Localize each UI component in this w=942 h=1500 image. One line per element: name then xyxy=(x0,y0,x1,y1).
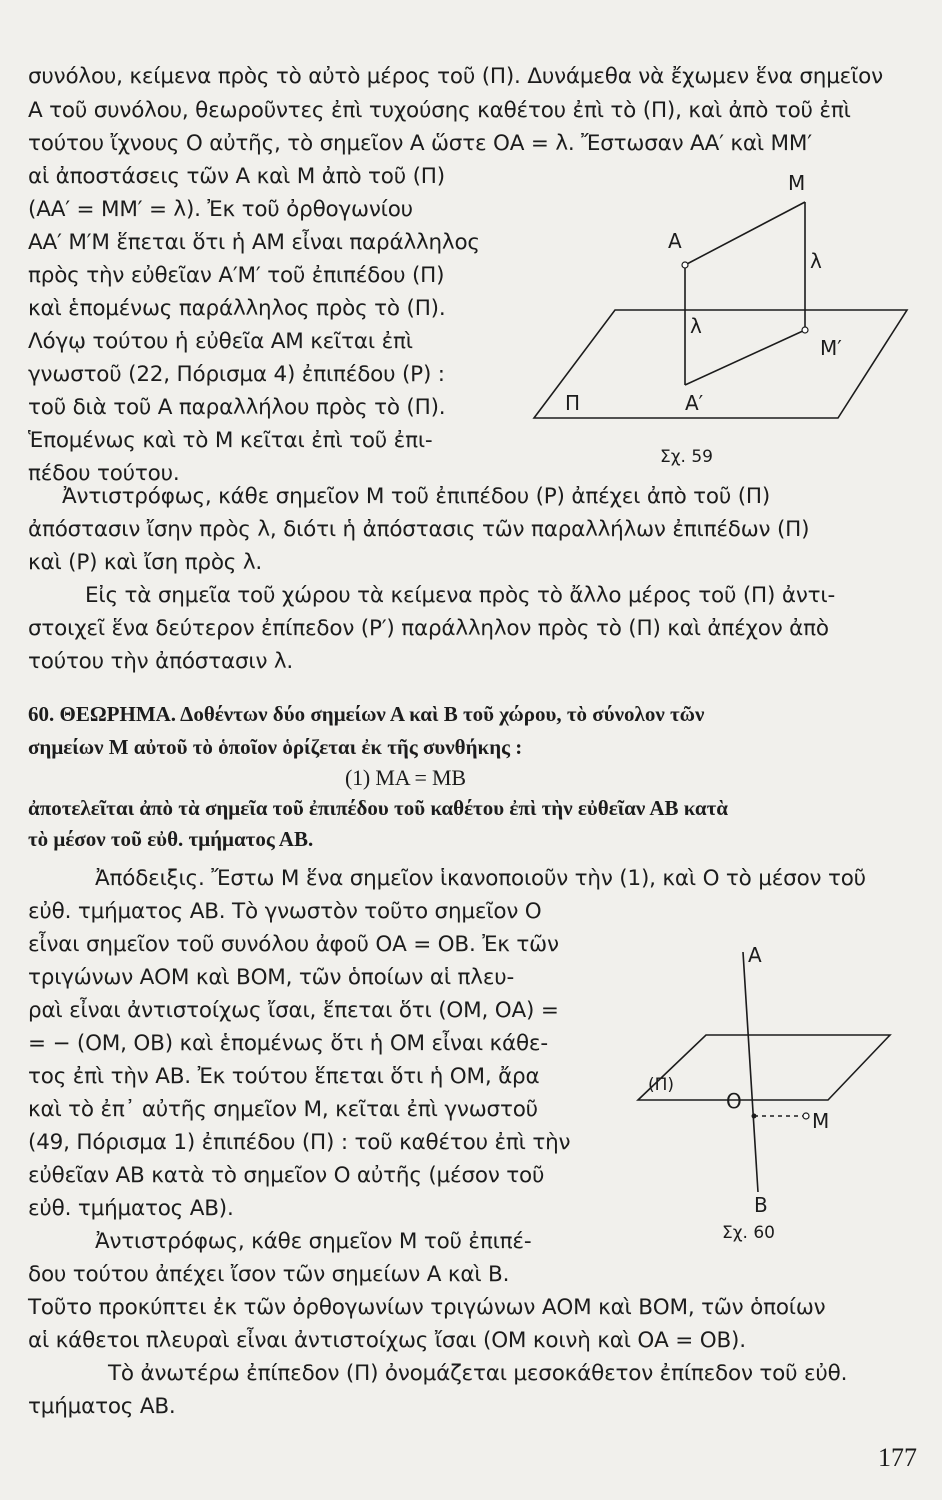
text-line: τμήματος ΑΒ. xyxy=(28,1394,176,1419)
text-line: συνόλου, κείμενα πρὸς τὸ αὐτὸ μέρος τοῦ (Π). Δυνάμεθα νὰ ἔχωμεν ἕνα σημεῖον xyxy=(28,64,883,89)
proof-line: = − (ΟΜ, ΟΒ) καὶ ἑπομένως ὅτι ἡ ΟΜ εἶναι κάθε- xyxy=(28,1031,548,1056)
text-line: Λόγῳ τούτου ἡ εὐθεῖα ΑΜ κεῖται ἐπὶ xyxy=(28,329,413,354)
label-pi: (Π) xyxy=(648,1075,675,1095)
text-line: καὶ (Ρ) καὶ ἴση πρὸς λ. xyxy=(28,550,262,575)
text-line: αἱ κάθετοι πλευραὶ εἶναι ἀντιστοίχως ἴσαι (ΟΜ κοινὴ καὶ ΟΑ = ΟΒ). xyxy=(28,1328,746,1353)
figure-60 xyxy=(628,940,918,1250)
theorem-text: τὸ μέσον τοῦ εὐθ. τμήματος ΑΒ. xyxy=(28,827,314,851)
proof-line: εὐθ. τμήματος ΑΒ. Τὸ γνωστὸν τοῦτο σημεῖον Ο xyxy=(28,899,542,924)
theorem-text: ἀποτελεῖται ἀπὸ τὰ σημεῖα τοῦ ἐπιπέδου τοῦ καθέτου ἐπὶ τὴν εὐθεῖαν ΑΒ κατὰ xyxy=(28,796,728,820)
proof-line: καὶ τὸ ἐπ᾽ αὐτῆς σημεῖον Μ, κεῖται ἐπὶ γνωστοῦ xyxy=(28,1097,538,1122)
text-line: στοιχεῖ ἕνα δεύτερον ἐπίπεδον (Ρ′) παράλληλον πρὸς τὸ (Π) καὶ ἀπέχον ἀπὸ xyxy=(28,616,829,641)
label-lambda: λ xyxy=(690,314,702,338)
text-line: ΑΑ′ Μ′Μ ἕπεται ὅτι ἡ ΑΜ εἶναι παράλληλος xyxy=(28,230,480,255)
label-M: Μ xyxy=(812,1109,830,1133)
label-lambda: λ xyxy=(810,249,822,273)
figure-59 xyxy=(520,160,920,470)
text-line: (ΑΑ′ = ΜΜ′ = λ). Ἐκ τοῦ ὀρθογωνίου xyxy=(28,197,413,222)
proof-line: Ἀπόδειξις. Ἔστω Μ ἕνα σημεῖον ἱκανοποιοῦν τὴν (1), καὶ Ο τὸ μέσον τοῦ xyxy=(95,866,866,891)
text-line: Εἰς τὰ σημεῖα τοῦ χώρου τὰ κείμενα πρὸς τὸ ἄλλο μέρος τοῦ (Π) ἀντι- xyxy=(85,583,836,608)
text-line: γνωστοῦ (22, Πόρισμα 4) ἐπιπέδου (Ρ) : xyxy=(28,362,445,387)
figure-caption: Σχ. 59 xyxy=(660,447,714,467)
text-line: Τοῦτο προκύπτει ἐκ τῶν ὀρθογωνίων τριγώνων ΑΟΜ καὶ ΒΟΜ, τῶν ὁποίων xyxy=(28,1295,826,1320)
text-line: πέδου τούτου. xyxy=(28,461,180,486)
label-M: Μ xyxy=(788,171,806,195)
text-line: ἀπόστασιν ἴσην πρὸς λ, διότι ἡ ἀπόστασις τῶν παραλλήλων ἐπιπέδων (Π) xyxy=(28,517,810,542)
plane-pi xyxy=(638,1035,890,1100)
label-A: Α xyxy=(668,229,682,253)
text-line: τούτου ἴχνους Ο αὐτῆς, τὸ σημεῖον Α ὥστε ΟΑ = λ. Ἔστωσαν ΑΑ′ καὶ ΜΜ′ xyxy=(28,131,812,156)
text-line: πρὸς τὴν εὐθεῖαν Α′Μ′ τοῦ ἐπιπέδου (Π) xyxy=(28,263,445,288)
text-line: Ἀντιστρόφως, κάθε σημεῖον Μ τοῦ ἐπιπέδου (Ρ) ἀπέχει ἀπὸ τοῦ (Π) xyxy=(62,484,771,509)
text-line: τοῦ διὰ τοῦ Α παραλλήλου πρὸς τὸ (Π). xyxy=(28,395,446,420)
text-line: Τὸ ἀνωτέρω ἐπίπεδον (Π) ὀνομάζεται μεσοκάθετον ἐπίπεδον τοῦ εὐθ. xyxy=(108,1361,848,1386)
text-line: δου τούτου ἀπέχει ἴσον τῶν σημείων Α καὶ Β. xyxy=(28,1262,510,1287)
proof-line: εὐθεῖαν ΑΒ κατὰ τὸ σημεῖον Ο αὐτῆς (μέσον τοῦ xyxy=(28,1163,545,1188)
label-O: Ο xyxy=(726,1089,742,1113)
figure-caption: Σχ. 60 xyxy=(722,1223,776,1243)
label-A: Α xyxy=(748,943,762,967)
text-line: Α τοῦ συνόλου, θεωροῦντες ἐπὶ τυχούσης καθέτου ἐπὶ τὸ (Π), καὶ ἀπὸ τοῦ ἐπὶ xyxy=(28,98,851,123)
proof-line: τος ἐπὶ τὴν ΑΒ. Ἐκ τούτου ἕπεται ὅτι ἡ ΟΜ, ἄρα xyxy=(28,1064,540,1089)
plane-pi xyxy=(534,310,907,418)
text-line: τούτου τὴν ἀπόστασιν λ. xyxy=(28,649,294,674)
theorem-condition: (1) ΜΑ = ΜΒ xyxy=(345,765,466,790)
page-number: 177 xyxy=(878,1443,917,1472)
proof-line: ραὶ εἶναι ἀντιστοίχως ἴσαι, ἕπεται ὅτι (ΟΜ, ΟΑ) = xyxy=(28,998,559,1023)
theorem-text: σημείων Μ αὐτοῦ τὸ ὁποῖον ὁρίζεται ἐκ τῆς συνθήκης : xyxy=(28,735,523,759)
text-line: Ἀντιστρόφως, κάθε σημεῖον Μ τοῦ ἐπιπέ- xyxy=(95,1229,532,1254)
label-B: Β xyxy=(754,1193,768,1217)
text-line: καὶ ἑπομένως παράλληλος πρὸς τὸ (Π). xyxy=(28,296,446,321)
proof-line: εὐθ. τμήματος ΑΒ). xyxy=(28,1196,234,1221)
proof-line: (49, Πόρισμα 1) ἐπιπέδου (Π) : τοῦ καθέτου ἐπὶ τὴν xyxy=(28,1130,571,1155)
text-line: Ἑπομένως καὶ τὸ Μ κεῖται ἐπὶ τοῦ ἐπι- xyxy=(28,428,433,453)
theorem-heading: 60. ΘΕΩΡΗΜΑ. Δοθέντων δύο σημείων Α καὶ Β τοῦ χώρου, τὸ σύνολον τῶν xyxy=(28,702,705,726)
label-A-prime: Α′ xyxy=(685,391,704,415)
proof-line: εἶναι σημεῖον τοῦ συνόλου ἀφοῦ ΟΑ = ΟΒ. Ἐκ τῶν xyxy=(28,932,559,957)
text-line: αἱ ἀποστάσεις τῶν Α καὶ Μ ἀπὸ τοῦ (Π) xyxy=(28,164,445,189)
label-pi: Π xyxy=(565,391,581,415)
label-M-prime: Μ′ xyxy=(820,336,842,360)
proof-line: τριγώνων ΑΟΜ καὶ ΒΟΜ, τῶν ὁποίων αἱ πλευ- xyxy=(28,965,515,990)
